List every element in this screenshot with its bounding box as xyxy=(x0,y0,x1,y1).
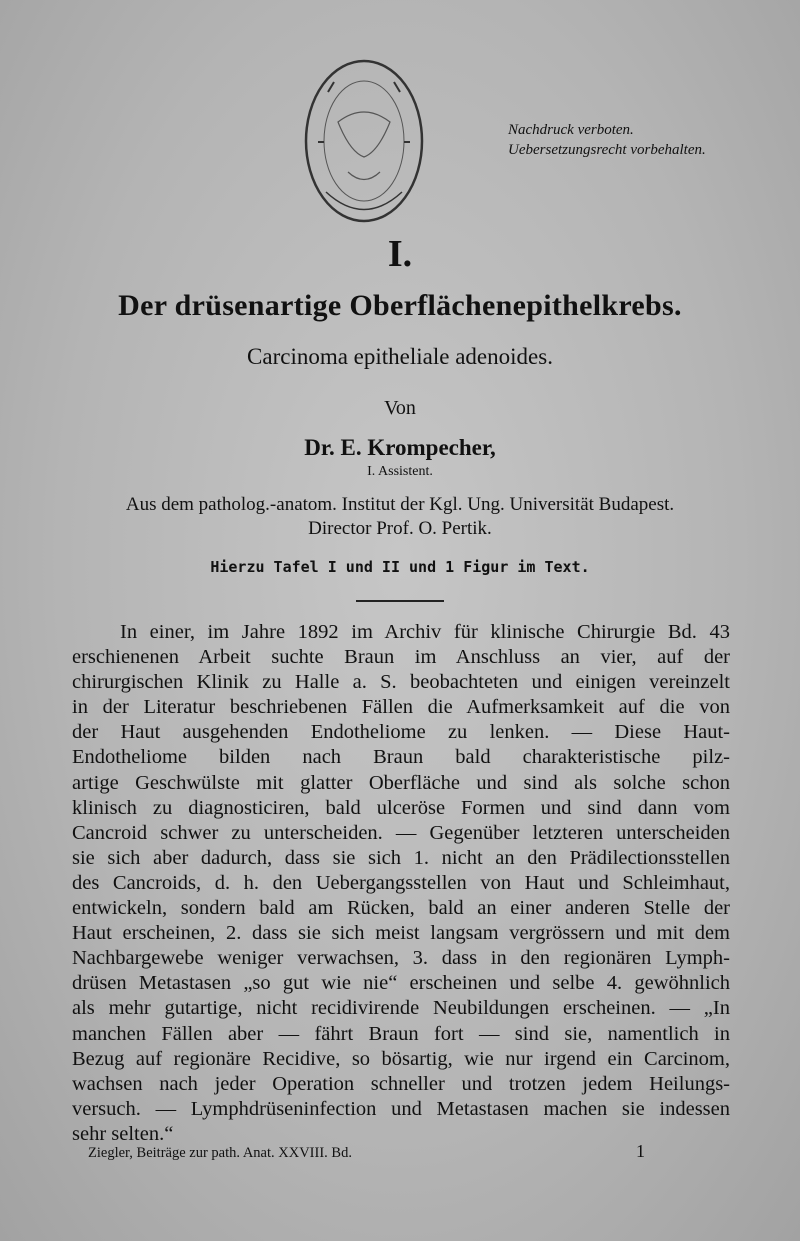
body-line: der Haut ausgehenden Endotheliome zu lenken. — Diese Haut- xyxy=(72,721,730,744)
body-line: entwickeln, sondern bald am Rücken, bald an einer anderen Stelle der xyxy=(72,897,730,920)
institute-affiliation xyxy=(80,493,720,541)
author-position: I. Assistent. xyxy=(367,464,433,479)
body-line: sehr selten.“ xyxy=(72,1122,174,1145)
body-line: Endotheliome bilden nach Braun bald charakteristische pilz- xyxy=(72,746,730,769)
body-line: als mehr gutartige, nicht recidivirende Neubildungen erscheinen. — „In xyxy=(72,997,730,1020)
author-name: Dr. E. Krompecher, xyxy=(304,435,496,460)
body-line: wachsen nach jeder Operation schneller und trotzen jedem Heilungs- xyxy=(72,1072,730,1095)
body-line: manchen Fällen aber — fährt Braun fort — sind sie, namentlich in xyxy=(72,1022,730,1045)
body-line: Nachbargewebe weniger verwachsen, 3. dass in den regionären Lymph- xyxy=(72,947,730,970)
body-line: drüsen Metastasen „so gut wie nie“ erscheinen und selbe 4. gewöhnlich xyxy=(72,972,730,995)
journal-footer: Ziegler, Beiträge zur path. Anat. XXVIII. Bd. xyxy=(88,1145,352,1161)
body-line: In einer, im Jahre 1892 im Archiv für klinische Chirurgie Bd. 43 xyxy=(120,621,730,643)
body-line: klinisch zu diagnosticiren, bald ulceröse Formen und sind dann vom xyxy=(72,796,730,819)
body-line: des Cancroids, d. h. den Uebergangsstellen von Haut und Schleimhaut, xyxy=(72,871,730,894)
body-paragraph xyxy=(72,620,730,1147)
body-line: chirurgischen Klinik zu Halle a. S. beobachteten und einigen vereinzelt xyxy=(72,671,730,694)
institute-line-1: Aus dem patholog.-anatom. Institut der Kgl. Ung. Universität Budapest. xyxy=(125,494,675,515)
institute-line-2: Director Prof. O. Pertik. xyxy=(308,518,492,539)
body-line: in der Literatur beschriebenen Fällen die Aufmerksamkeit auf die von xyxy=(72,696,730,719)
plates-note: Hierzu Tafel I und II und 1 Figur im Text. xyxy=(210,558,590,576)
body-line: Haut erscheinen, 2. dass sie sich meist langsam vergrössern und mit dem xyxy=(72,922,730,945)
article-subtitle: Carcinoma epitheliale adenoides. xyxy=(247,344,553,369)
body-line: erschienenen Arbeit suchte Braun im Anschluss an vier, auf der xyxy=(72,646,730,669)
library-stamp xyxy=(298,52,430,230)
notice-line-1: Nachdruck verboten. xyxy=(508,122,634,138)
article-number: I. xyxy=(387,233,413,275)
body-line: sie sich aber dadurch, dass sie sich 1. nicht an den Prädilectionsstellen xyxy=(72,846,730,869)
byline-prefix: Von xyxy=(384,397,416,419)
notice-line-2: Uebersetzungsrecht vorbehalten. xyxy=(508,142,706,158)
section-divider xyxy=(356,600,444,602)
body-line: versuch. — Lymphdrüseninfection und Metastasen machen sie indessen xyxy=(72,1097,730,1120)
body-line: artige Geschwülste mit glatter Oberfläche und sind als solche schon xyxy=(72,771,730,794)
article-title: Der drüsenartige Oberflächenepithelkrebs. xyxy=(118,289,682,322)
reprint-notice xyxy=(508,120,738,160)
page-number: 1 xyxy=(636,1141,645,1161)
body-line: Bezug auf regionäre Recidive, so bösartig, wie nur irgend ein Carcinom, xyxy=(72,1047,730,1070)
body-line: Cancroid schwer zu unterscheiden. — Gegenüber letzteren unterscheiden xyxy=(72,821,730,844)
